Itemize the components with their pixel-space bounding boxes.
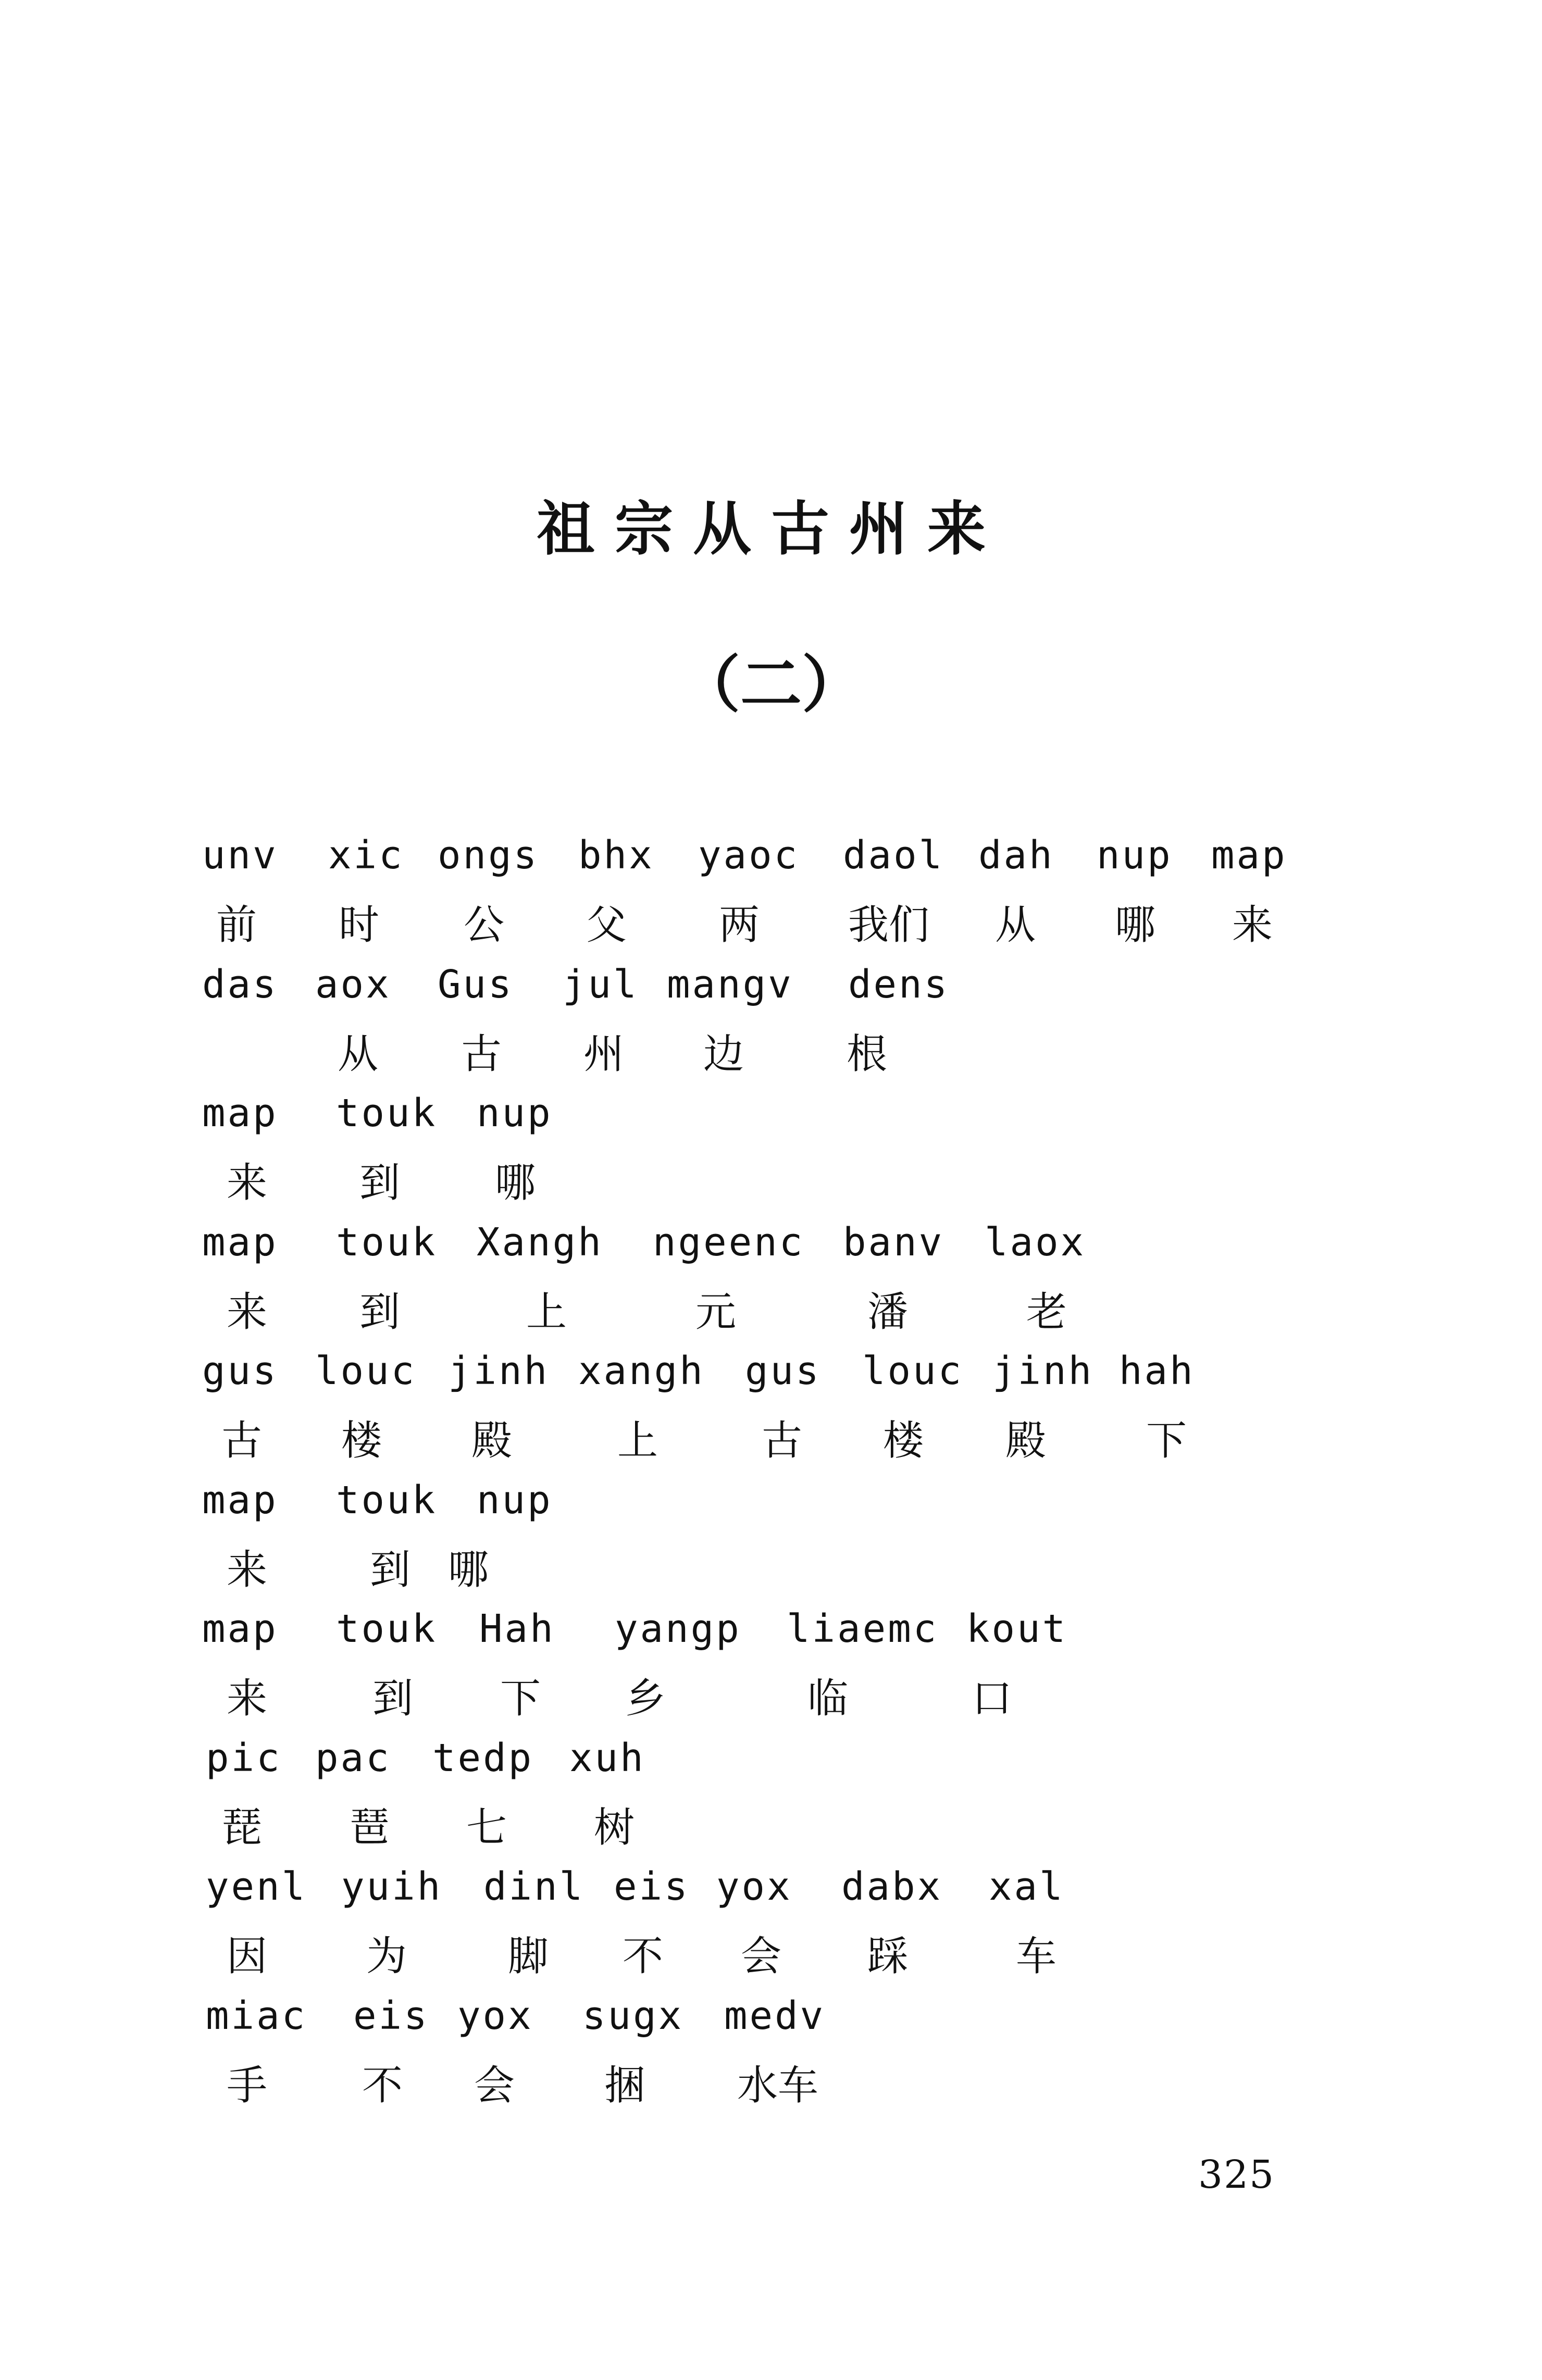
chinese-word: 上 [526,1289,567,1336]
romanized-word: laox [985,1220,1086,1265]
chinese-word: 哪 [495,1160,536,1206]
chinese-word: 楼 [883,1417,924,1464]
romanized-word: xal [989,1864,1065,1909]
chinese-word: 殿 [1005,1417,1047,1464]
chinese-word: 哪 [1115,902,1156,949]
chinese-word: 会 [741,1933,782,1980]
chinese-word: 我们 [848,902,930,949]
romanized-word: daol [843,833,944,878]
romanized-word: xangh [578,1349,705,1393]
romanized-word: yuih [341,1864,443,1909]
romanized-word: Gus [438,962,514,1007]
romanized-word: unv [202,833,278,878]
romanized-word: dinl [483,1864,585,1909]
romanized-word: xuh [569,1736,645,1780]
dong-romanization-line [0,1993,1542,2070]
chinese-word: 从 [338,1031,379,1078]
chinese-word: 潘 [867,1289,909,1336]
romanized-word: yaoc [698,833,800,878]
dong-romanization-line [0,1606,1542,1683]
chinese-word: 州 [583,1031,625,1078]
chinese-word: 口 [972,1675,1013,1722]
romanized-word: eis [353,1993,429,2038]
romanized-word: das [202,962,278,1007]
chinese-word: 因 [227,1933,268,1980]
chinese-word: 殿 [471,1417,513,1464]
romanized-word: dabx [841,1864,943,1909]
romanized-word: map [202,1091,278,1136]
romanized-word: eis [614,1864,690,1909]
romanized-word: banv [843,1220,944,1265]
chinese-word: 脚 [508,1933,549,1980]
chinese-word: 不 [623,1933,664,1980]
romanized-word: touk [336,1606,438,1651]
chinese-word: 临 [807,1675,849,1722]
dong-romanization-line [0,1478,1542,1554]
romanized-word: touk [336,1478,438,1523]
page-title: 祖宗从古州来 [537,495,1005,563]
chinese-word: 古 [461,1031,502,1078]
romanized-word: Xangh [477,1220,603,1265]
romanized-word: tedp [432,1736,534,1780]
dong-romanization-line [0,1091,1542,1167]
chinese-word: 琶 [349,1804,390,1851]
romanized-word: pic [206,1736,282,1780]
chinese-word: 到 [359,1160,401,1206]
romanized-word: ngeenc [653,1220,805,1265]
romanized-word: Hah [479,1606,555,1651]
chinese-word: 车 [1016,1933,1057,1980]
romanized-word: yox [716,1864,792,1909]
romanized-word: yangp [615,1606,741,1651]
romanized-word: gus [202,1349,278,1393]
chinese-word: 到 [372,1675,414,1722]
romanized-word: map [202,1220,278,1265]
romanized-word: sugx [582,1993,684,2038]
dong-romanization-line [0,1220,1542,1296]
romanized-word: gus [745,1349,821,1393]
romanized-word: yox [457,1993,533,2038]
dong-romanization-line [0,962,1542,1038]
romanized-word: map [1211,833,1287,878]
romanized-word: miac [206,1993,307,2038]
chinese-word: 到 [359,1289,401,1336]
romanized-word: ongs [438,833,539,878]
romanized-word: jinh [448,1349,550,1393]
romanized-word: yenl [206,1864,307,1909]
romanized-word: medv [724,1993,826,2038]
chinese-word: 手 [227,2062,268,2109]
chinese-word: 上 [617,1417,658,1464]
chinese-word: 元 [695,1289,737,1336]
romanized-word: dah [978,833,1054,878]
chinese-word: 来 [227,1289,268,1336]
chinese-word: 古 [221,1417,263,1464]
romanized-word: dens [848,962,950,1007]
romanized-word: aox [315,962,391,1007]
dong-romanization-line [0,1349,1542,1425]
chinese-word: 时 [339,902,380,949]
chinese-word: 树 [594,1804,635,1851]
chinese-word: 古 [762,1417,803,1464]
page-number: 325 [1198,2152,1275,2197]
romanized-word: louc [862,1349,964,1393]
romanized-word: mangv [667,962,793,1007]
chinese-word: 七 [466,1804,507,1851]
chinese-word: 下 [500,1675,541,1722]
romanized-word: touk [336,1091,438,1136]
romanized-word: jinh [992,1349,1094,1393]
chinese-gloss-line [0,2062,1542,2138]
chinese-word: 楼 [341,1417,382,1464]
chinese-word: 公 [464,902,505,949]
dong-romanization-line [0,1736,1542,1812]
chinese-word: 两 [719,902,760,949]
romanized-word: liaemc [787,1606,939,1651]
chinese-word: 边 [703,1031,744,1078]
romanized-word: nup [1097,833,1173,878]
chinese-word: 到 [370,1547,411,1593]
chinese-word: 为 [366,1933,407,1980]
chinese-word: 下 [1146,1417,1187,1464]
chinese-word: 来 [227,1160,268,1206]
chinese-word: 从 [995,902,1036,949]
chinese-word: 来 [1232,902,1273,949]
romanized-word: hah [1119,1349,1195,1393]
romanized-word: map [202,1478,278,1523]
romanized-word: louc [315,1349,417,1393]
chinese-word: 捆 [604,2062,645,2109]
chinese-word: 乡 [625,1675,666,1722]
romanized-word: map [202,1606,278,1651]
romanized-word: kout [966,1606,1068,1651]
chinese-word: 来 [227,1547,268,1593]
romanized-word: xic [328,833,404,878]
chinese-word: 水车 [737,2062,819,2109]
chinese-word: 前 [216,902,257,949]
section-subtitle: （二） [678,649,863,720]
romanized-word: touk [336,1220,438,1265]
chinese-word: 踩 [867,1933,909,1980]
chinese-word: 琵 [221,1804,263,1851]
chinese-word: 不 [362,2062,403,2109]
romanized-word: jul [563,962,639,1007]
dong-romanization-line [0,1864,1542,1940]
romanized-word: bhx [578,833,654,878]
dong-romanization-line [0,833,1542,909]
chinese-word: 根 [847,1031,888,1078]
romanized-word: nup [477,1478,553,1523]
romanized-word: nup [477,1091,553,1136]
chinese-word: 父 [586,902,627,949]
romanized-word: pac [315,1736,391,1780]
chinese-word: 老 [1026,1289,1067,1336]
chinese-word: 哪 [448,1547,489,1593]
chinese-word: 会 [474,2062,515,2109]
chinese-word: 来 [227,1675,268,1722]
